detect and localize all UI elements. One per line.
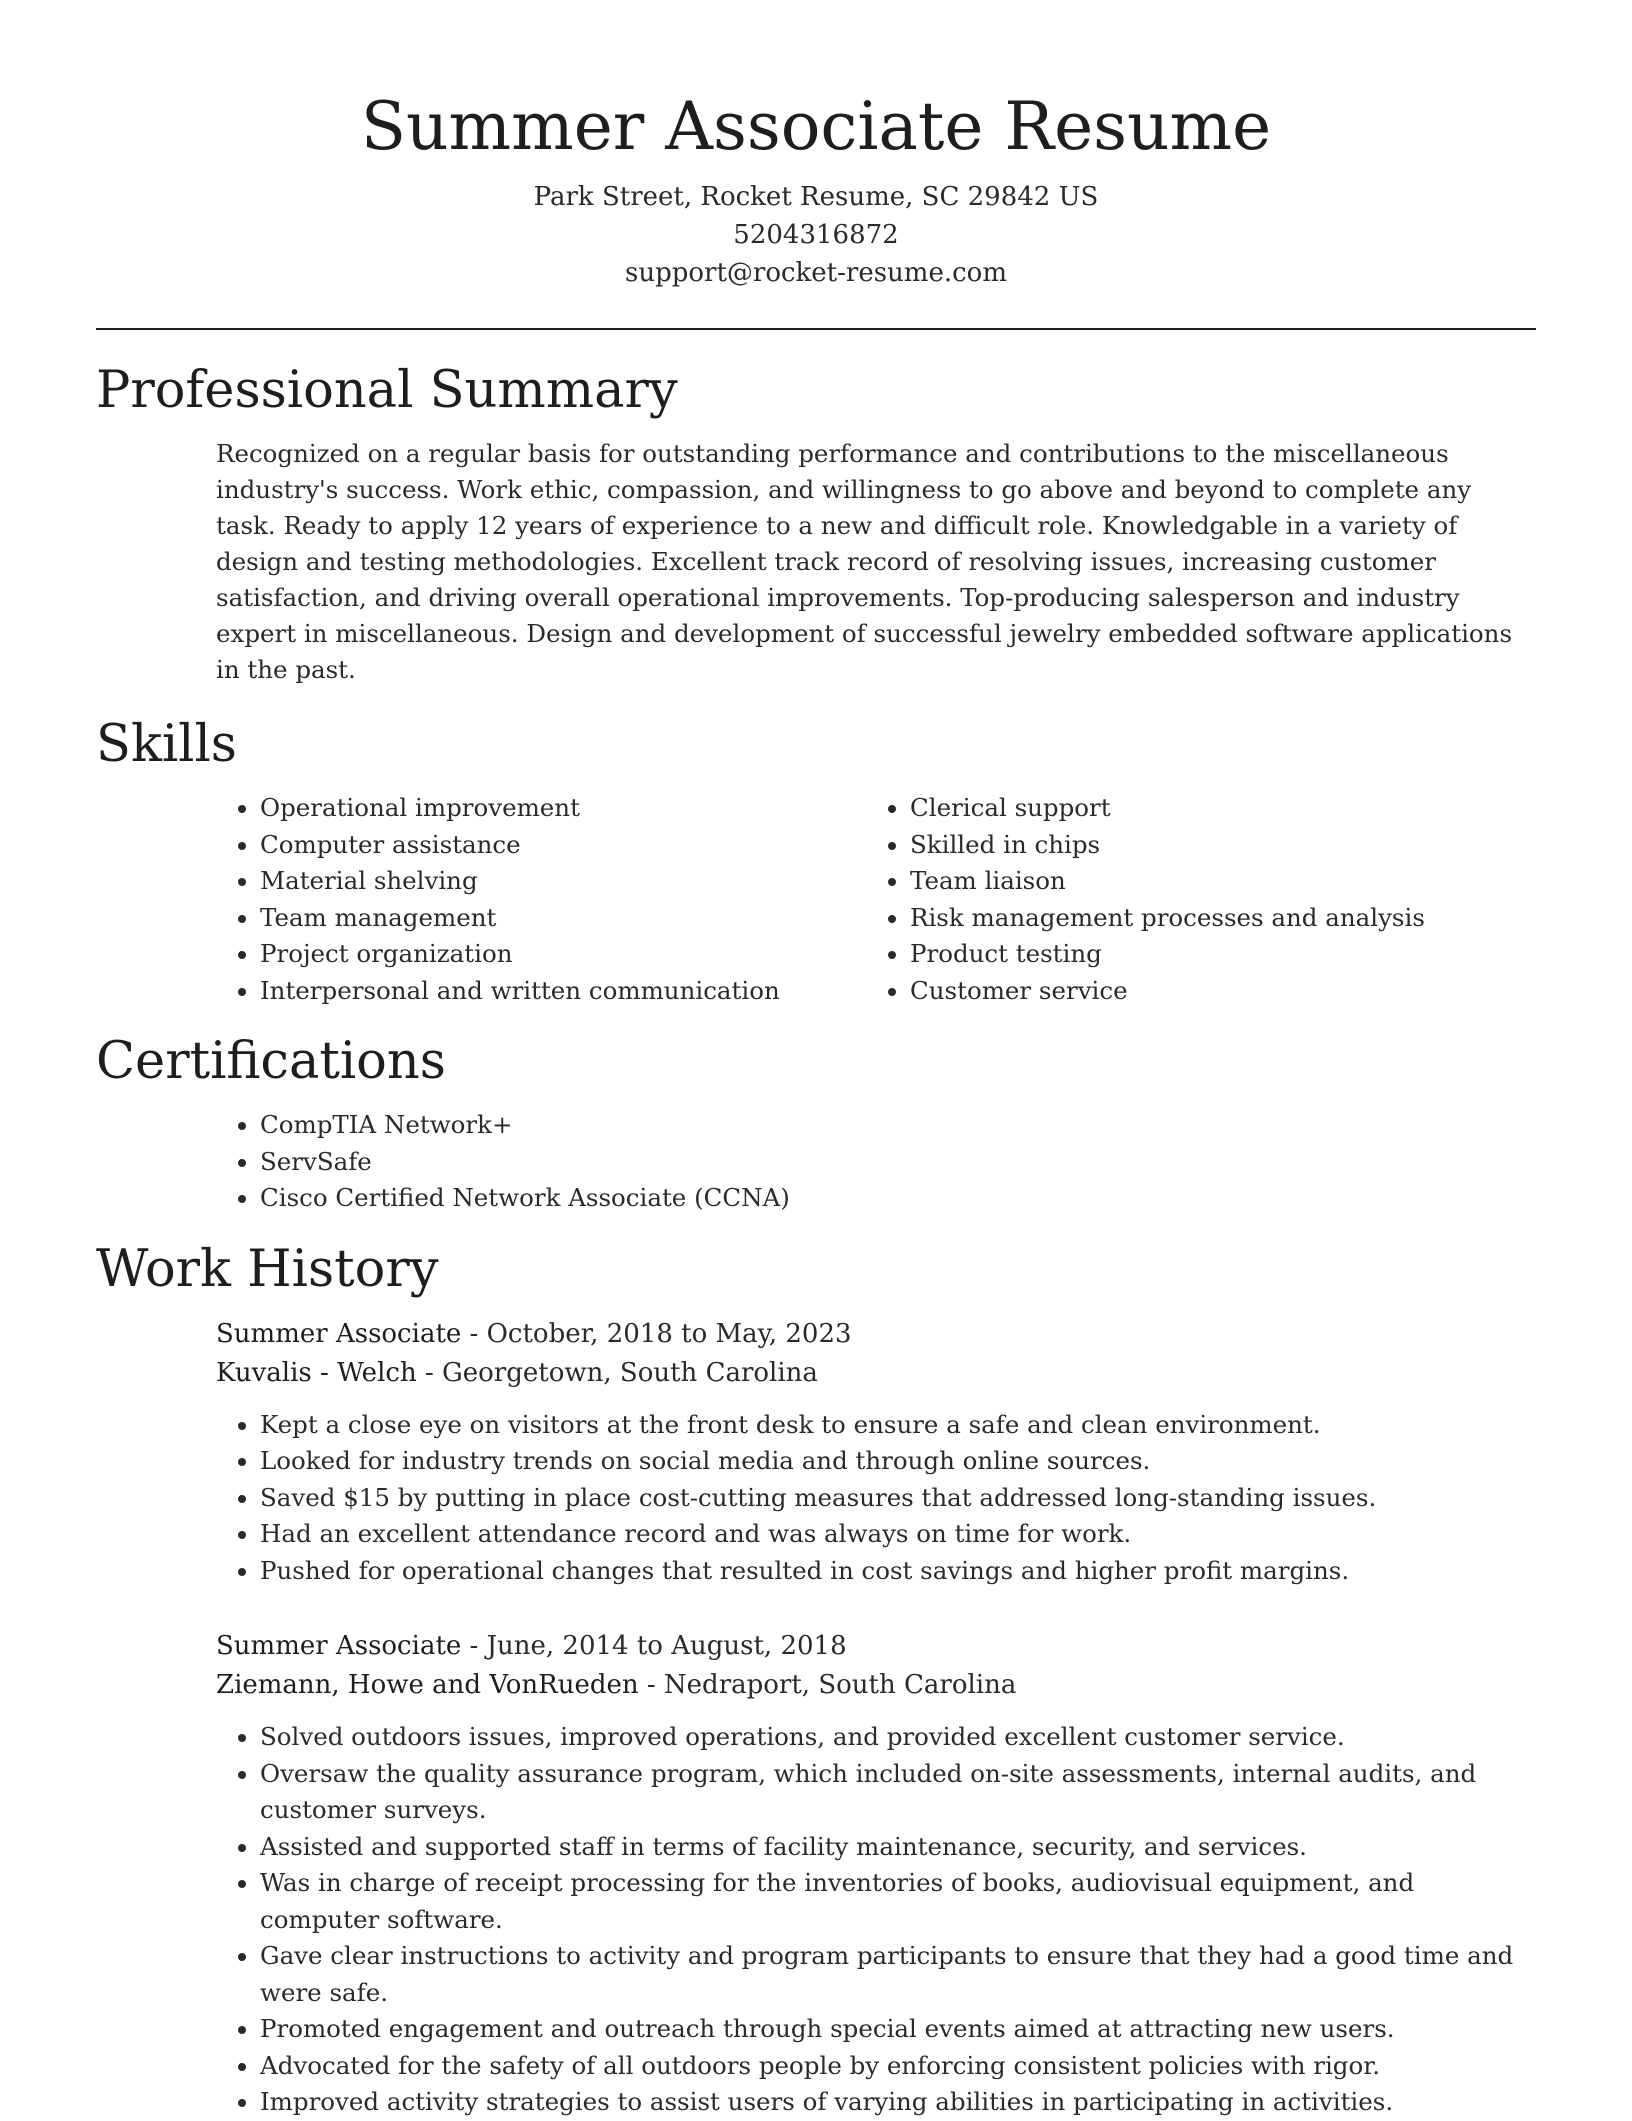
skills-column-right — [866, 790, 1516, 1009]
header-divider — [96, 328, 1536, 330]
skills-list-left — [216, 790, 866, 1009]
skills-heading: Skills — [96, 715, 237, 774]
skill-item: • Clerical support — [910, 790, 1516, 827]
job-company: Kuvalis - Welch — [216, 1357, 417, 1388]
job-dates: - June, 2014 to August, 2018 — [461, 1631, 847, 1661]
summary-heading: Professional Summary — [96, 361, 678, 420]
skill-item: • Project organization — [260, 936, 866, 973]
skills-grid — [216, 790, 1536, 1009]
skill-item: • Team management — [260, 900, 866, 937]
job-company: Ziemann, Howe and VonRueden — [216, 1670, 639, 1700]
job-role-line — [216, 1627, 1536, 1666]
certification-item: • ServSafe — [260, 1144, 1536, 1181]
job-entry — [216, 1627, 1536, 2121]
skill-item: • Customer service — [910, 973, 1516, 1010]
contact-block — [0, 178, 1632, 292]
job-bullets — [216, 1407, 1536, 1590]
job-bullet: • Solved outdoors issues, improved operations, and provided excellent customer service. — [260, 1719, 1536, 1756]
job-bullet-list — [216, 1407, 1536, 1590]
job-bullet: • Gave clear instructions to activity and program participants to ensure that they had a good time and were safe. — [260, 1938, 1536, 2011]
summary-text: Recognized on a regular basis for outstanding performance and contributions to the miscellaneous industry's success. Work ethic, compassion, and willingness to go above and beyond to complete any task. Ready to apply 12 years of experience to a new and difficult role. Knowledgable in a variety of design and testing methodologies. Excellent track record of resolving issues, increasing customer satisfaction, and driving overall operational improvements. Top-producing salesperson and industry expert in miscellaneous. Design and development of successful jewelry embedded software applications in the past. — [216, 439, 1513, 684]
job-dates: - October, 2018 to May, 2023 — [461, 1318, 852, 1349]
resume-header — [0, 0, 1632, 292]
skills-list-right — [866, 790, 1516, 1009]
job-bullet: • Looked for industry trends on social media and through online sources. — [260, 1443, 1536, 1480]
job-bullet: • Saved $15 by putting in place cost-cutting measures that addressed long-standing issues. — [260, 1480, 1536, 1517]
job-bullet: • Improved activity strategies to assist users of varying abilities in participating in activities. — [260, 2084, 1536, 2121]
job-bullet: • Was in charge of receipt processing for the inventories of books, audiovisual equipment, and computer software. — [260, 1865, 1536, 1938]
job-bullet: • Oversaw the quality assurance program, which included on-site assessments, internal audits, and customer surveys. — [260, 1756, 1536, 1829]
job-bullet-list — [216, 1719, 1536, 2121]
certifications-heading: Certifications — [96, 1032, 446, 1091]
skill-item: • Risk management processes and analysis — [910, 900, 1516, 937]
contact-address: Park Street, Rocket Resume, SC 29842 US — [533, 182, 1099, 212]
job-role: Summer Associate — [216, 1318, 462, 1349]
job-bullet: • Pushed for operational changes that resulted in cost savings and higher profit margins. — [260, 1553, 1536, 1590]
job-bullet: • Advocated for the safety of all outdoors people by enforcing consistent policies with rigor. — [260, 2048, 1536, 2085]
skills-column-left — [216, 790, 866, 1009]
skill-item: • Product testing — [910, 936, 1516, 973]
job-role-line — [216, 1315, 1536, 1354]
skill-item: • Team liaison — [910, 863, 1516, 900]
skill-item: • Computer assistance — [260, 827, 866, 864]
job-bullet: • Promoted engagement and outreach through special events aimed at attracting new users. — [260, 2011, 1536, 2048]
contact-email: support@rocket-resume.com — [624, 258, 1007, 288]
certifications-bullets — [216, 1107, 1536, 1217]
certification-item: • CompTIA Network+ — [260, 1107, 1536, 1144]
job-bullet: • Had an excellent attendance record and was always on time for work. — [260, 1516, 1536, 1553]
certification-item: • Cisco Certified Network Associate (CCNA) — [260, 1180, 1536, 1217]
job-bullets — [216, 1719, 1536, 2121]
job-entry — [216, 1315, 1536, 1590]
job-company-line — [216, 1354, 1536, 1393]
job-location: - Nedraport, South Carolina — [638, 1670, 1017, 1700]
job-bullet: • Kept a close eye on visitors at the front desk to ensure a safe and clean environment. — [260, 1407, 1536, 1444]
skill-item: • Interpersonal and written communication — [260, 973, 866, 1010]
job-company-line — [216, 1666, 1536, 1705]
skill-item: • Material shelving — [260, 863, 866, 900]
certifications-list — [216, 1107, 1536, 1217]
work-history-heading: Work History — [96, 1239, 439, 1299]
job-location: - Georgetown, South Carolina — [416, 1357, 818, 1388]
contact-phone: 5204316872 — [733, 220, 899, 250]
resume-title: Summer Associate Resume — [360, 88, 1272, 165]
job-role: Summer Associate — [216, 1631, 462, 1661]
job-bullet: • Assisted and supported staff in terms of facility maintenance, security, and services. — [260, 1829, 1536, 1866]
skill-item: • Operational improvement — [260, 790, 866, 827]
skill-item: • Skilled in chips — [910, 827, 1516, 864]
